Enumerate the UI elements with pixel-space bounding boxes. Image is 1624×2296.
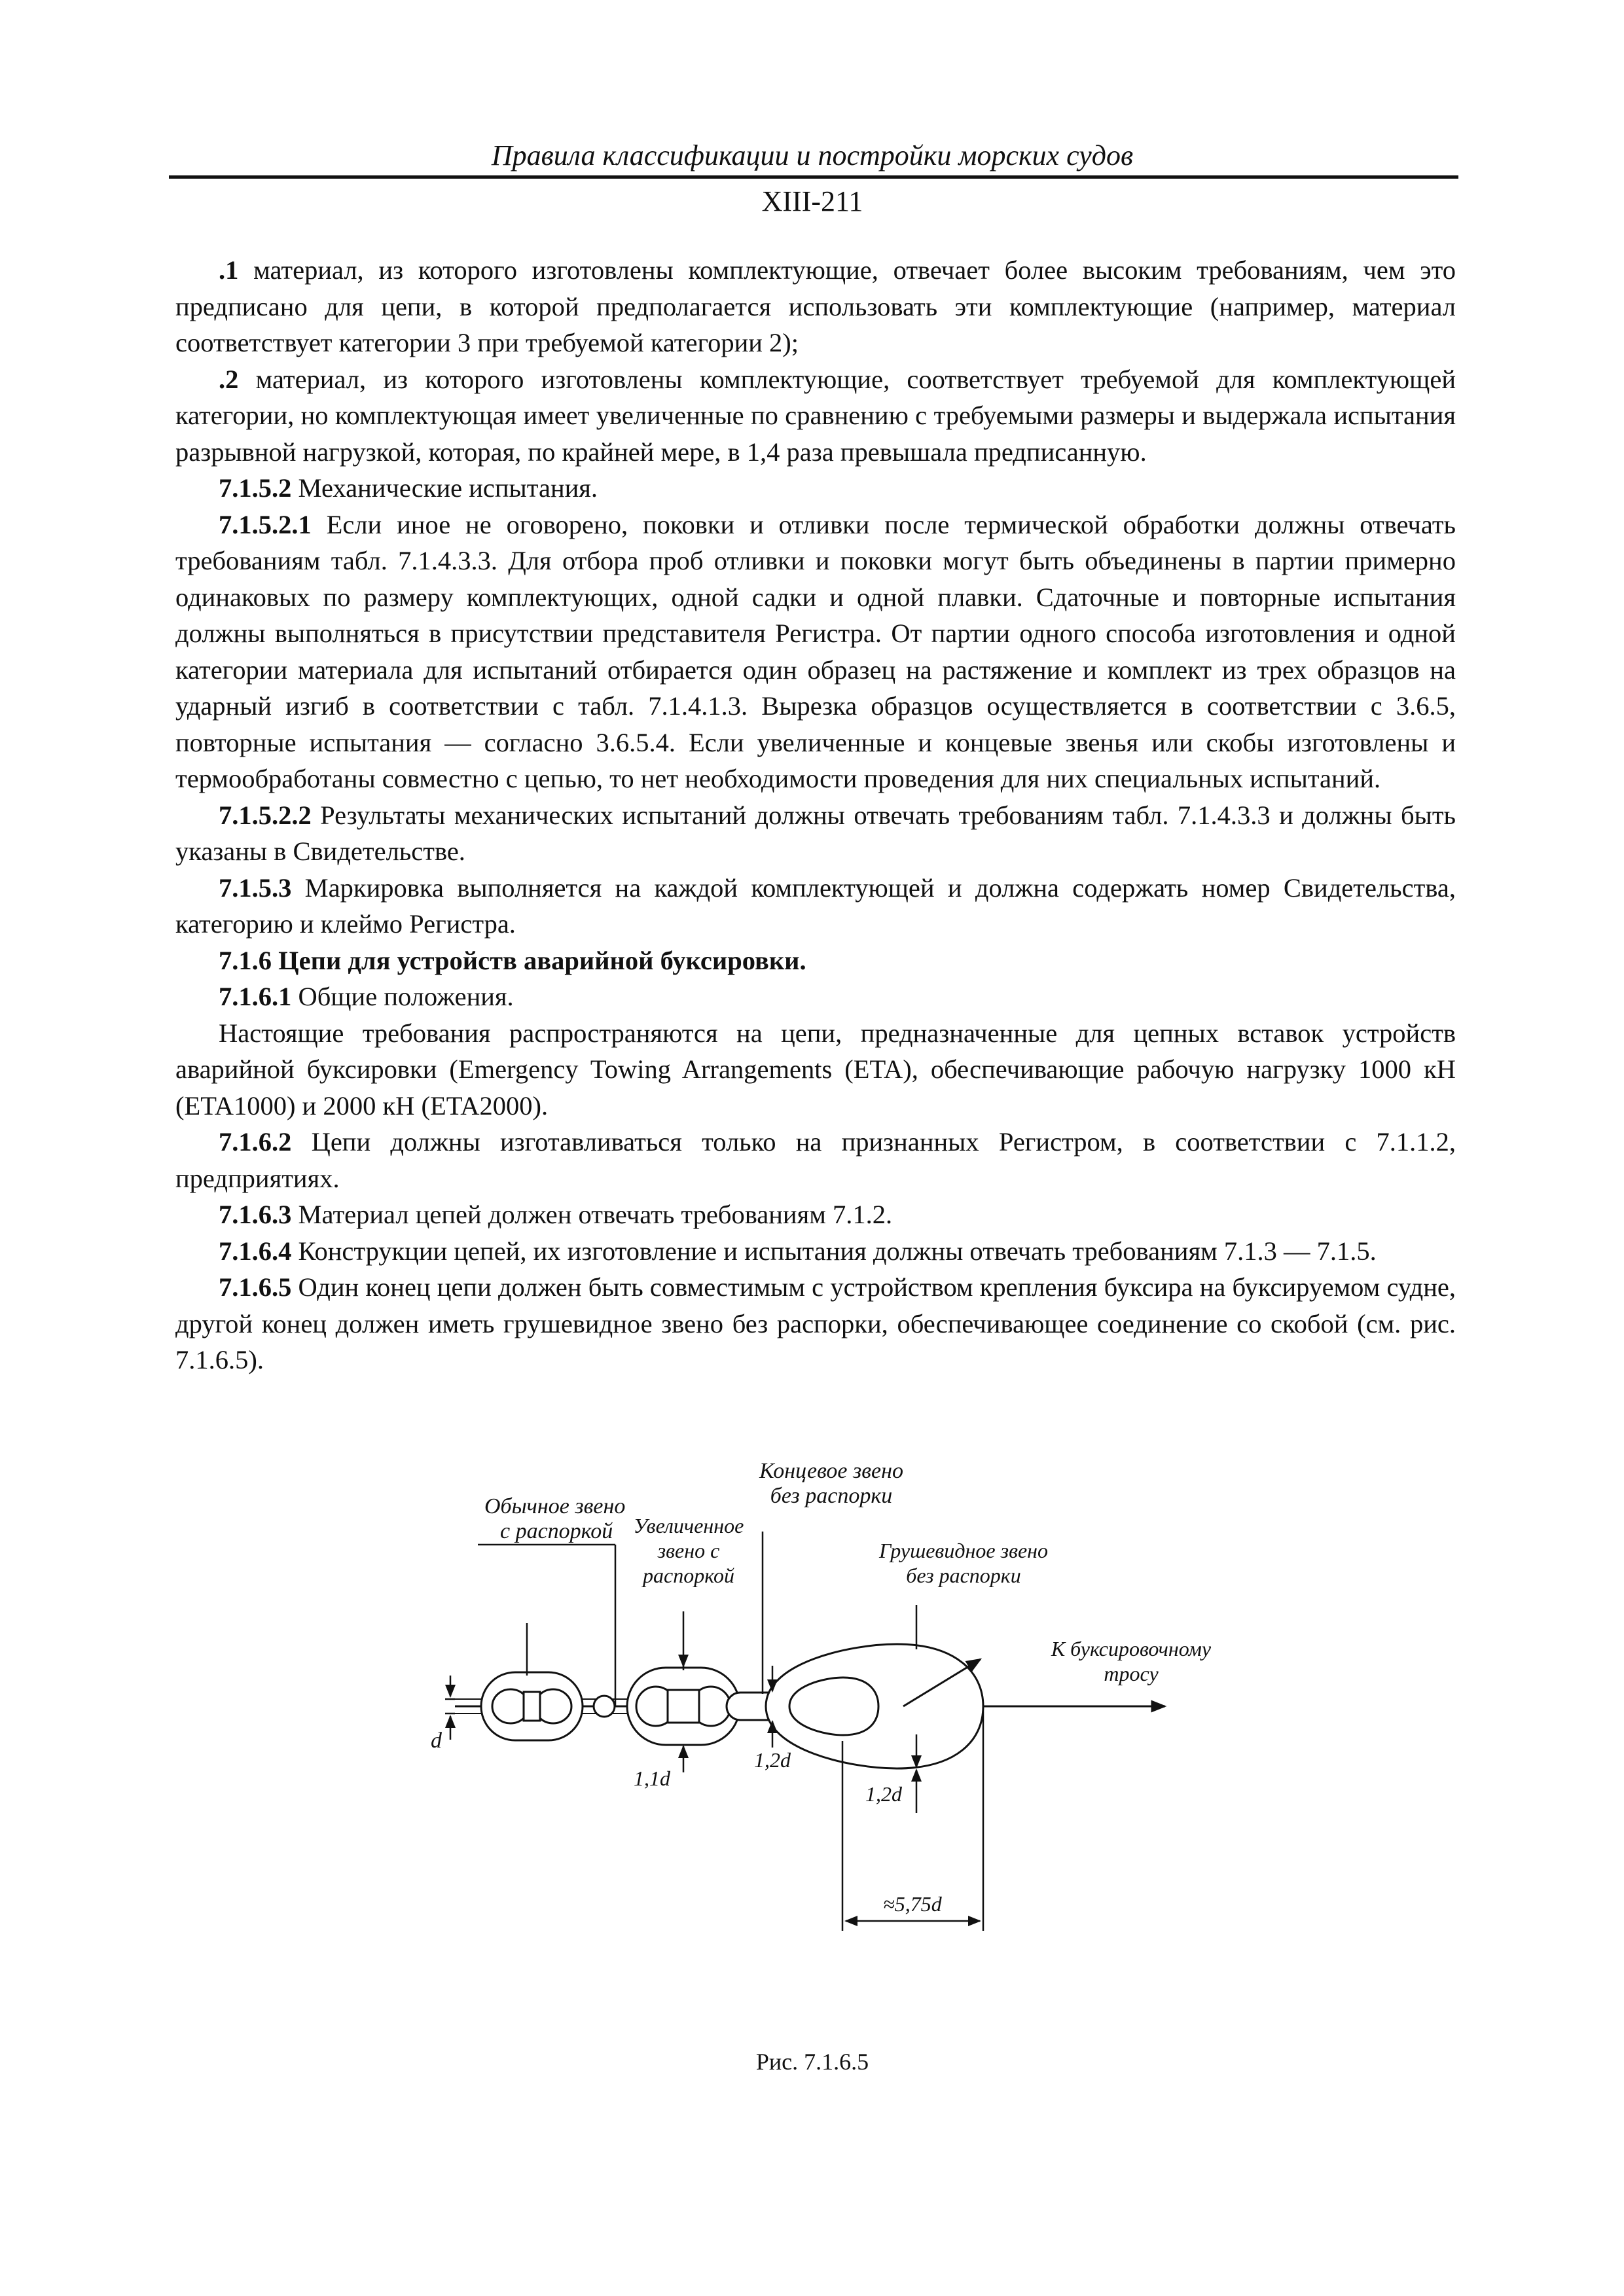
paragraph-7-1-5-2-2: 7.1.5.2.2 Результаты механических испытаний должны отвечать требованиям табл. 7.1.4.3.3 и должны быть указаны в Свидетельстве. — [175, 800, 1456, 866]
label-pear-link-1: Грушевидное звено — [878, 1539, 1049, 1562]
label-tow-rope-1: К буксировочному — [1051, 1637, 1212, 1660]
label-dim-5-75d: ≈5,75d — [883, 1892, 942, 1916]
chain-figure — [419, 1460, 1270, 2009]
label-common-link-2: с распоркой — [500, 1519, 613, 1543]
header-rule — [169, 175, 1458, 179]
paragraph-1: .1 материал, из которого изготовлены комплектующие, отвечает более высоким требованиям, чем это предписано для цепи, в которой предполагается использовать эти комплектующие (например, материал соответствует категории 3 при требуемой категории 2); — [175, 255, 1456, 357]
page-number: XIII-211 — [761, 185, 863, 217]
enlarged-link — [627, 1668, 740, 1745]
paragraph-7-1-6-4: 7.1.6.4 Конструкции цепей, их изготовление и испытания должны отвечать требованиям 7.1.3 — 7.1.5. — [219, 1236, 1377, 1266]
label-common-link-1: Обычное звено — [484, 1494, 626, 1518]
label-dim-1-2d-pear: 1,2d — [865, 1782, 902, 1806]
running-header: Правила классификации и постройки морских судов — [491, 139, 1134, 171]
pear-link — [766, 1644, 983, 1768]
label-pear-link-2: без распорки — [906, 1564, 1021, 1587]
paragraph-7-1-5-2: 7.1.5.2 Механические испытания. — [219, 473, 598, 503]
paragraph-7-1-5-3: 7.1.5.3 Маркировка выполняется на каждой комплектующей и должна содержать номер Свидетельства, категорию и клеймо Регистра. — [175, 872, 1456, 939]
connecting-link — [594, 1696, 615, 1717]
paragraph-7-1-6-5: 7.1.6.5 Один конец цепи должен быть совместимым с устройством крепления буксира на буксируемом судне, другой конец должен иметь грушевидное звено без распорки, обеспечивающее соединение со скобой (см. рис. 7.1.6.5). — [175, 1272, 1456, 1374]
common-link — [481, 1672, 583, 1740]
label-enlarged-link-1: Увеличенное — [633, 1514, 744, 1537]
label-enlarged-link-3: распоркой — [643, 1564, 734, 1587]
paragraph-7-1-6-2: 7.1.6.2 Цепи должны изготавливаться только на признанных Регистром, в соответствии с 7.1.1.2, предприятиях. — [175, 1127, 1456, 1193]
label-end-link-2: без распорки — [770, 1484, 893, 1508]
paragraph-2: .2 материал, из которого изготовлены комплектующие, соответствует требуемой для комплектующей категории, но комплектующая имеет увеличенные по сравнению с требуемыми размеры и выдержала испытания разрывной нагрузкой, которая, по крайней мере, в 1,4 раза превышала предписанную. — [175, 364, 1456, 467]
paragraph-7-1-6-3: 7.1.6.3 Материал цепей должен отвечать требованиям 7.1.2. — [219, 1200, 893, 1229]
chain-diagram — [419, 1460, 1270, 2009]
section-heading-7-1-6: 7.1.6 Цепи для устройств аварийной буксировки. — [219, 945, 806, 975]
label-tow-rope-2: тросу — [1104, 1662, 1159, 1685]
paragraph-7-1-5-2-1: 7.1.5.2.1 Если иное не оговорено, поковки и отливки после термической обработки должны отвечать требованиям табл. 7.1.4.3.3. Для отбора проб отливки и поковки могут быть объединены в партии примерно одинаковых по размеру комплектующих, одной садки и одной плавки. Сдаточные и повторные испытания должны выполняться в присутствии представителя Регистра. От партии одного способа изготовления и одной категории материала для испытаний отбирается один образец на растяжение и комплект из трех образцов на ударный изгиб в соответствии с табл. 7.1.4.1.3. Вырезка образцов осуществляется в соответствии с 3.6.5, повторные испытания — согласно 3.6.5.4. Если увеличенные и концевые звенья или скобы изготовлены и термообработаны совместно с цепью, то нет необходимости проведения для них специальных испытаний. — [175, 509, 1456, 793]
label-end-link-1: Концевое звено — [759, 1460, 903, 1483]
body-text — [175, 252, 1456, 1378]
label-dim-d: d — [431, 1729, 442, 1753]
paragraph-7-1-6-1: 7.1.6.1 Общие положения. — [219, 982, 514, 1011]
label-dim-1-2d-end: 1,2d — [754, 1748, 791, 1772]
paragraph-scope: Настоящие требования распространяются на цепи, предназначенные для цепных вставок устройств аварийной буксировки (Emergency Towing Arrangements (ETA), обеспечивающие рабочую нагрузку 1000 кН (ETA1000) и 2000 кН (ETA2000). — [175, 1018, 1456, 1121]
label-dim-1-1d: 1,1d — [634, 1767, 670, 1790]
label-enlarged-link-2: звено с — [657, 1539, 720, 1562]
figure-caption: Рис. 7.1.6.5 — [755, 2049, 869, 2075]
